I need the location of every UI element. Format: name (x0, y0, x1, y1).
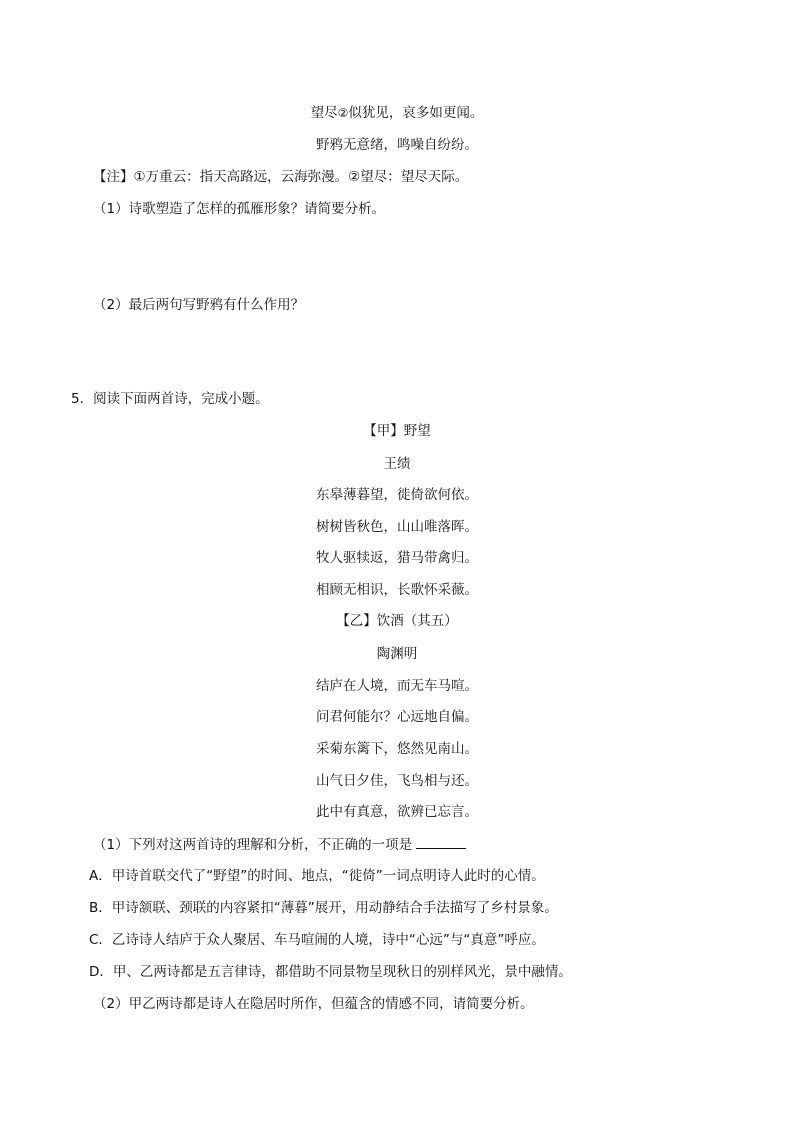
poem-line: 东皋薄暮望，徙倚欲何依。 (316, 487, 478, 503)
question-text: （1）下列对这两首诗的理解和分析，不正确的一项是 (93, 835, 466, 854)
poem-line: 此中有真意，欲辨已忘言。 (316, 804, 478, 820)
question-text: （2）最后两句写野鸦有什么作用？ (93, 297, 305, 313)
answer-option-d: D．甲、乙两诗都是五言律诗，都借助不同景物呈现秋日的别样风光，景中融情。 (89, 964, 572, 980)
question-text: （1）诗歌塑造了怎样的孤雁形象？请简要分析。 (93, 201, 386, 217)
poem-title: 【甲】野望 (363, 423, 431, 439)
poem-line: 问君何能尔？心远地自偏。 (316, 709, 478, 725)
answer-option-b: B．甲诗颔联、颈联的内容紧扣“薄暮”展开，用动静结合手法描写了乡村景象。 (89, 900, 558, 916)
answer-blank[interactable] (416, 835, 466, 849)
poem-line: 牧人驱犊返，猎马带禽归。 (316, 550, 478, 566)
poem-line: 采菊东篱下，悠然见南山。 (316, 741, 478, 757)
poem-note: 【注】①万重云：指天高路远，云海弥漫。②望尽：望尽天际。 (93, 169, 469, 185)
answer-option-a: A．甲诗首联交代了“野望”的时间、地点，“徙倚”一词点明诗人此时的心情。 (89, 868, 545, 884)
poem-line: 结庐在人境，而无车马喧。 (316, 678, 478, 694)
poem-line: 树树皆秋色，山山唯落晖。 (316, 519, 478, 535)
poem-line: 野鸦无意绪，鸣噪自纷纷。 (316, 137, 478, 153)
question-intro: 5．阅读下面两首诗，完成小题。 (71, 391, 269, 407)
poem-author: 王绩 (383, 456, 411, 472)
poem-author: 陶渊明 (376, 646, 418, 662)
poem-title: 【乙】饮酒（其五） (336, 613, 458, 629)
poem-line: 山气日夕佳，飞鸟相与还。 (316, 773, 478, 789)
answer-option-c: C．乙诗诗人结庐于众人聚居、车马喧闹的人境，诗中“心远”与“真意”呼应。 (89, 932, 545, 948)
note-marker: ② (337, 106, 349, 120)
poem-line: 相顾无相识，长歌怀采薇。 (316, 582, 478, 598)
poem-line: 望尽②似犹见，哀多如更闻。 (310, 105, 484, 121)
question-text: （2）甲乙两诗都是诗人在隐居时所作，但蕴含的情感不同，请简要分析。 (93, 996, 534, 1012)
